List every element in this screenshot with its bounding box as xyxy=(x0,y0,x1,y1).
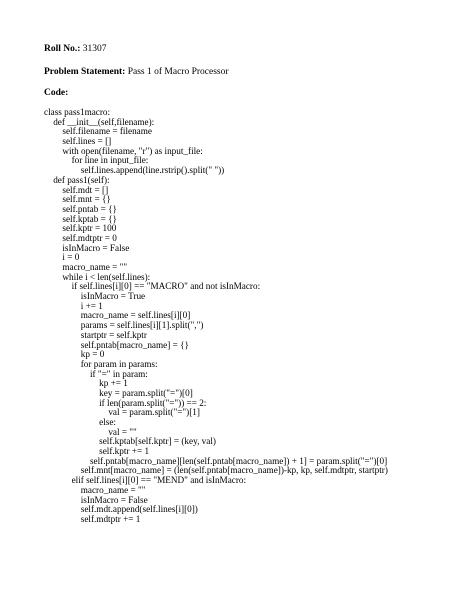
code-line: for param in params: xyxy=(44,358,158,369)
code-line: self.filename = filename xyxy=(44,126,152,137)
code-line: self.mdtptr += 1 xyxy=(44,513,141,524)
code-line: i += 1 xyxy=(44,300,103,311)
code-line: params = self.lines[i][1].split(",") xyxy=(44,320,204,331)
code-line: isInMacro = True xyxy=(44,291,146,302)
roll-number-label: Roll No.: xyxy=(44,44,81,54)
code-line: self.pntab = {} xyxy=(44,203,117,214)
code-line: startptr = self.kptr xyxy=(44,329,147,340)
code-line: self.kptr = 100 xyxy=(44,223,117,234)
code-line: kp = 0 xyxy=(44,349,105,360)
code-line: else: xyxy=(44,417,116,427)
code-line: self.kptab = {} xyxy=(44,213,117,224)
roll-number-value: 31307 xyxy=(82,44,107,54)
code-line: def __init__(self,filename): xyxy=(44,116,155,127)
code-line: self.pntab[macro_name] = {} xyxy=(44,339,189,350)
code-line: self.mdtptr = 0 xyxy=(44,232,117,243)
code-line: class pass1macro: xyxy=(44,107,111,117)
code-listing xyxy=(44,108,388,525)
code-line: val = param.split("=")[1] xyxy=(44,407,200,418)
code-line: self.mnt[macro_name] = (len(self.pntab[macro_name])-kp, kp, self.mdtptr, startptr) xyxy=(44,465,388,476)
roll-number-line xyxy=(44,44,107,54)
code-line: while i < len(self.lines): xyxy=(44,271,151,282)
code-line: key = param.split("=")[0] xyxy=(44,387,193,398)
code-line: with open(filename, "r") as input_file: xyxy=(44,145,203,156)
code-line: def pass1(self): xyxy=(44,174,110,185)
code-line: self.kptr += 1 xyxy=(44,446,150,457)
problem-statement-label: Problem Statement: xyxy=(44,67,126,77)
code-label: Code: xyxy=(44,88,69,98)
code-heading xyxy=(44,88,68,98)
code-line: macro_name = "" xyxy=(44,262,128,272)
code-line: self.lines = [] xyxy=(44,136,112,147)
code-line: self.mdt.append(self.lines[i][0]) xyxy=(44,504,198,515)
code-line: if self.lines[i][0] == "MACRO" and not isInMacro: xyxy=(44,281,261,292)
code-line: for line in input_file: xyxy=(44,155,149,166)
code-line: elif self.lines[i][0] == "MEND" and isInMacro: xyxy=(44,475,247,486)
code-line: if "=" in param: xyxy=(44,368,148,379)
code-line: isInMacro = False xyxy=(44,494,148,505)
code-line: if len(param.split("=")) == 2: xyxy=(44,397,207,408)
code-line: macro_name = self.lines[i][0] xyxy=(44,310,191,321)
code-line: macro_name = "" xyxy=(44,484,146,495)
code-line: self.pntab[macro_name][len(self.pntab[macro_name]) + 1] = param.split("=")[0] xyxy=(44,455,388,466)
code-line: isInMacro = False xyxy=(44,242,130,253)
problem-statement-line xyxy=(44,67,229,77)
code-line: self.mnt = {} xyxy=(44,194,111,205)
code-line: val = "" xyxy=(44,426,137,437)
code-line: kp += 1 xyxy=(44,378,128,389)
code-line: self.mdt = [] xyxy=(44,184,109,195)
code-line: self.kptab[self.kptr] = (key, val) xyxy=(44,436,216,447)
code-line: self.lines.append(line.rstrip().split(" ")) xyxy=(44,165,225,176)
code-line: i = 0 xyxy=(44,252,80,263)
problem-statement-value: Pass 1 of Macro Processor xyxy=(127,67,229,77)
